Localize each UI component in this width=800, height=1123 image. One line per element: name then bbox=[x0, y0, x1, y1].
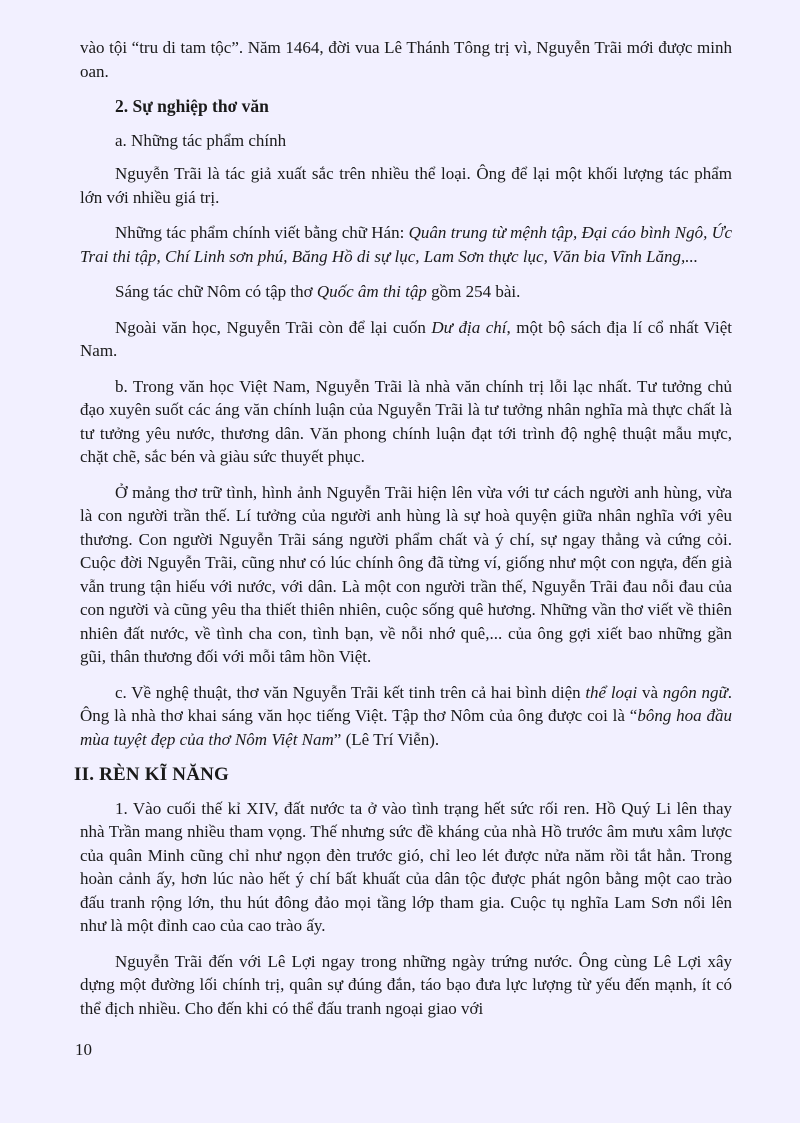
quotation: bông hoa đầu mùa tuyệt đẹp của thơ Nôm Việt Nam bbox=[80, 706, 733, 749]
paragraph-3 bbox=[80, 280, 732, 304]
term-genre: thể loại bbox=[585, 682, 638, 702]
nom-work-title: Quốc âm thi tập bbox=[316, 282, 427, 301]
paragraph-2-intro: Những tác phẩm chính viết bằng chữ Hán: bbox=[115, 223, 409, 242]
paragraph-7-part-a: c. Về nghệ thuật, thơ văn Nguyễn Trãi kết tinh trên cả hai bình diện bbox=[115, 682, 586, 702]
paragraph-4-end: , một bộ sách địa lí cổ nhất Việt Nam. bbox=[80, 317, 732, 360]
paragraph-2 bbox=[80, 221, 732, 268]
paragraph-8: 1. Vào cuối thế kỉ XIV, đất nước ta ở vào tình trạng hết sức rối ren. Hồ Quý Li lên thay nhà Trần mang nhiều tham vọng. Thế nhưng sức đề kháng của nhà Hồ trước âm mưu xâm lược của quân Minh cũng chỉ như ngọn đèn trước gió, chỉ leo lét được nửa năm rồi tắt hẳn. Trong hoàn cảnh ấy, hơn lúc nào hết ý chí bất khuất của dân tộc được phát ngôn bằng một cao trào đấu tranh rộng lớn, thu hút đông đảo mọi tầng lớp tham gia. Cuộc tụ nghĩa Lam Sơn nổi lên như là một đỉnh cao của cao trào ấy. bbox=[80, 798, 732, 935]
page-number: 10 bbox=[75, 1040, 92, 1059]
paragraph-7-part-c: . Ông là nhà thơ khai sáng văn học tiếng Việt. Tập thơ Nôm của ông được coi là “ bbox=[80, 682, 732, 725]
paragraph-4 bbox=[80, 316, 732, 363]
paragraph-9: Nguyễn Trãi đến với Lê Lợi ngay trong những ngày trứng nước. Ông cùng Lê Lợi xây dựng một đường lối chính trị, quân sự đúng đắn, táo bạo đưa lực lượng từ yếu đến mạnh, ít có thể địch nhiều. Cho đến khi có thể đấu tranh ngoại giao với bbox=[80, 951, 732, 1018]
paragraph-7 bbox=[80, 681, 732, 752]
paragraph-3-intro: Sáng tác chữ Nôm có tập thơ bbox=[115, 282, 317, 301]
paragraph-continued: vào tội “tru di tam tộc”. Năm 1464, đời vua Lê Thánh Tông trị vì, Nguyễn Trãi mới được minh oan. bbox=[80, 38, 732, 81]
body-text bbox=[74, 36, 733, 1020]
section-2-title: 2. Sự nghiệp thơ văn bbox=[115, 96, 269, 116]
chinese-works-list: Quân trung từ mệnh tập, Đại cáo bình Ngô, Ức Trai thi tập, Chí Linh sơn phú, Băng Hồ di sự lục, Lam Sơn thực lục, Văn bia Vĩnh Lăng,... bbox=[80, 223, 732, 266]
paragraph-7-part-b: và bbox=[637, 682, 663, 702]
subsection-a-title: a. Những tác phẩm chính bbox=[115, 130, 287, 150]
paragraph-7-part-d: ” (Lê Trí Viễn). bbox=[333, 729, 440, 749]
paragraph-5: b. Trong văn học Việt Nam, Nguyễn Trãi là nhà văn chính trị lỗi lạc nhất. Tư tưởng chủ đạo xuyên suốt các áng văn chính luận của Nguyễn Trãi là tư tưởng nhân nghĩa mà thực chất là tư tưởng yêu nước, thương dân. Văn phong chính luận đạt tới trình độ nghệ thuật mẫu mực, chặt chẽ, sắc bén và giàu sức thuyết phục. bbox=[80, 376, 732, 466]
paragraph-1: Nguyễn Trãi là tác giả xuất sắc trên nhiều thể loại. Ông để lại một khối lượng tác phẩm lớn với nhiều giá trị. bbox=[80, 164, 732, 207]
paragraph-4-intro: Ngoài văn học, Nguyễn Trãi còn để lại cuốn bbox=[115, 317, 432, 337]
paragraph-6: Ở mảng thơ trữ tình, hình ảnh Nguyễn Trãi hiện lên vừa với tư cách người anh hùng, vừa là con người trần thế. Lí tưởng của người anh hùng là sự hoà quyện giữa nhân nghĩa với yêu thương. Con người Nguyễn Trãi sáng người phẩm chất và ý chí, sự ngay thẳng và cứng cỏi. Cuộc đời Nguyễn Trãi, cũng như có lúc chính ông đã từng ví, giống như một con ngựa, đến già vẫn trung tận hiếu với nước, với dân. Là một con người trần thế, Nguyễn Trãi đau nỗi đau của con người và cũng yêu tha thiết thiên nhiên, cuộc sống quê hương. Những vần thơ viết về thiên nhiên đất nước, về tình cha con, tình bạn, về nỗi nhớ quê,... của ông gợi xiết bao những gần gũi, thân thương đối với mỗi tâm hồn Việt. bbox=[80, 482, 732, 666]
section-II-heading: II. RÈN KĨ NĂNG bbox=[74, 764, 230, 785]
paragraph-3-end: gồm 254 bài. bbox=[426, 282, 521, 301]
geography-work-title: Dư địa chí bbox=[431, 317, 507, 337]
term-language: ngôn ngữ bbox=[662, 682, 728, 702]
